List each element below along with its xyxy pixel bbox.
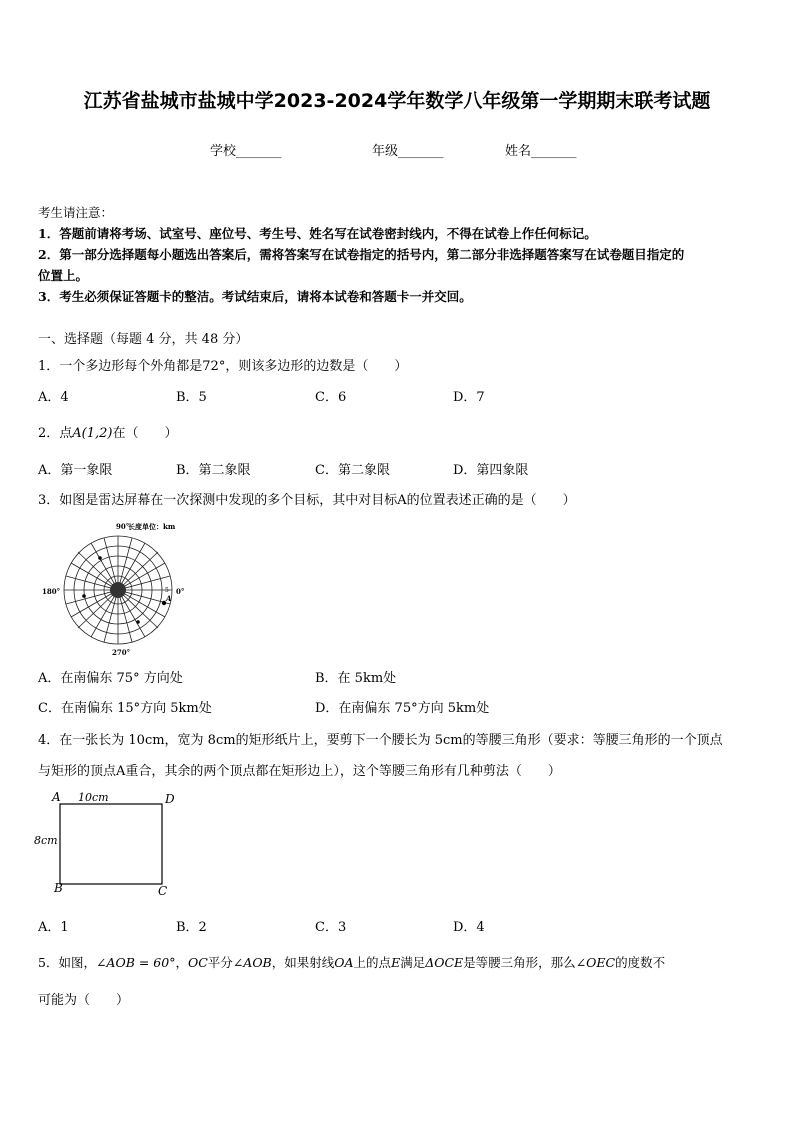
question-2-prefix: 2．点 [38,426,73,441]
ray-oc: OC [187,955,208,970]
angle-oec: ∠OEC [575,955,616,970]
triangle-oce: ΔOCE [425,955,464,970]
q5-text: 5．如图， [38,955,96,970]
name-field: 姓名_______ [505,144,577,159]
radar-center [110,582,126,598]
angle-aob: ∠AOB [232,955,272,970]
radar-label-270: 270° [112,648,131,657]
point-a: A(1,2) [72,426,113,441]
notes-heading: 考生请注意： [38,205,114,220]
question-5-stem-line-2: 可能为（ ） [38,993,130,1008]
point-e: E [391,955,401,970]
question-5-stem-line-1 [38,953,665,971]
question-3-stem: 3．如图是雷达屏幕在一次探测中发现的多个目标，其中对目标A的位置表述正确的是（ ） [38,493,576,508]
length-label: 10cm [78,791,109,804]
question-1-stem: 1．一个多边形每个外角都是72°，则该多边形的边数是（ ） [38,359,408,374]
radar-unit-label: 长度单位：km [128,522,176,531]
radar-target-a: A [166,594,172,603]
rectangle-abcd [60,804,162,884]
radar-label-0: 0° [176,587,185,596]
question-4-stem-line-1: 4．在一张长为 10cm，宽为 8cm的矩形纸片上，要剪下一个腰长为 5cm的等腰三角形（要求：等腰三角形的一个顶点 [38,733,723,748]
q5-text: 平分 [207,955,233,970]
q5-text: 的度数不 [615,955,666,970]
question-3-option-b: B．在 5km处 [315,671,397,686]
question-4-option-a: A．1 [38,920,69,935]
question-2-option-b: B．第二象限 [176,463,251,478]
angle-aob-expression: ∠AOB = 60° [95,955,176,970]
q5-text: 满足 [400,955,426,970]
section-title: 一、选择题（每题 4 分，共 48 分） [38,332,249,347]
q5-text: ，如果射线 [271,955,335,970]
note-item-2: 2．第一部分选择题每小题选出答案后，需将答案写在试卷指定的括号内，第二部分非选择题答案写在试卷题目指定的 [38,247,685,262]
question-1-option-c: C．6 [315,390,347,405]
page-title: 江苏省盐城市盐城中学2023-2024学年数学八年级第一学期期末联考试题 [83,90,711,112]
vertex-c-label: C [158,884,168,898]
width-label: 8cm [34,834,58,847]
question-3-option-d: D．在南偏东 75°方向 5km处 [315,701,490,716]
grade-field: 年级_______ [372,144,444,159]
rectangle-figure [32,788,182,900]
target-dot [98,556,102,560]
vertex-a-label: A [52,790,61,804]
vertex-b-label: B [54,881,63,895]
question-2-option-a: A．第一象限 [38,463,113,478]
radar-label-90: 90° [116,522,130,531]
question-4-option-b: B．2 [176,920,207,935]
note-item-1: 1．答题前请将考场、试室号、座位号、考生号、姓名写在试卷密封线内，不得在试卷上作任何标记。 [38,226,597,241]
question-3-option-a: A．在南偏东 75° 方向处 [38,671,183,686]
radar-label-180: 180° [42,587,61,596]
radar-ring-label: 5 [165,587,169,594]
q5-text: ， [175,955,188,970]
school-field: 学校_______ [210,144,282,159]
question-2-option-c: C．第二象限 [315,463,390,478]
question-2-suffix: 在（ ） [112,426,178,441]
note-item-3: 3．考生必须保证答题卡的整洁。考试结束后，请将本试卷和答题卡一并交回。 [38,289,472,304]
vertex-d-label: D [165,792,175,806]
question-4-stem-line-2: 与矩形的顶点A重合，其余的两个顶点都在矩形边上），这个等腰三角形有几种剪法（ ） [38,764,561,779]
target-dot [82,594,86,598]
question-4-option-c: C．3 [315,920,347,935]
question-3-option-c: C．在南偏东 15°方向 5km处 [38,701,212,716]
question-1-option-a: A．4 [38,390,69,405]
q5-text: 上的点 [353,955,392,970]
question-2-option-d: D．第四象限 [453,463,529,478]
question-4-option-d: D．4 [453,920,485,935]
q5-text: 是等腰三角形，那么 [463,955,576,970]
note-item-2-cont: 位置上。 [38,268,89,283]
question-1-option-d: D．7 [453,390,485,405]
target-dot [136,620,140,624]
radar-figure [40,518,200,658]
question-1-option-b: B．5 [176,390,207,405]
question-2-stem [38,422,178,441]
ray-oa: OA [334,955,354,970]
